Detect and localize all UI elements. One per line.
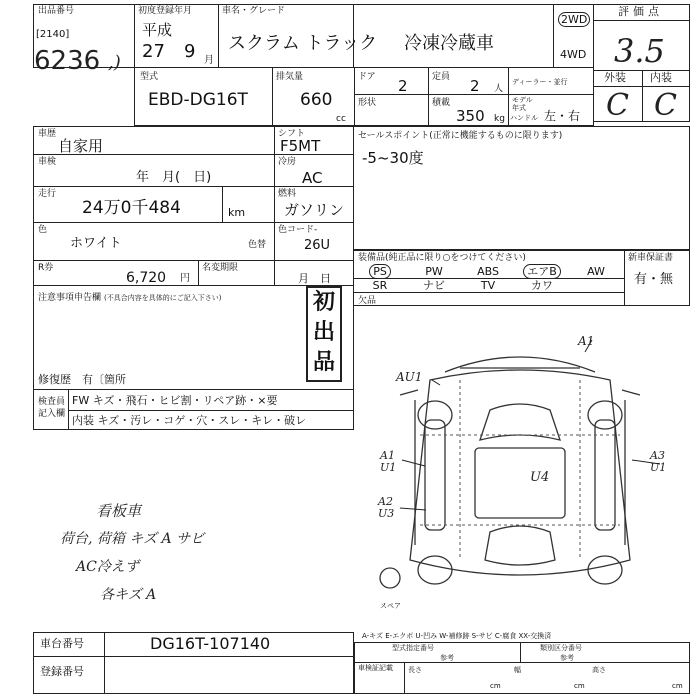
- notes-sub: (不具合内容を具体的にご記入下さい): [104, 294, 222, 302]
- shift: F5MT: [280, 137, 321, 155]
- equip-leather: カワ: [531, 279, 553, 292]
- load-unit: kg: [494, 114, 505, 124]
- color-code-label: 色コード-: [278, 225, 318, 235]
- capacity-unit: 人: [494, 84, 504, 94]
- fuel: ガソリン: [284, 201, 345, 219]
- spare-label: スペア: [380, 602, 401, 610]
- ac-label: 冷房: [278, 157, 297, 167]
- repair-history: 修復歴 有〔箇所: [38, 373, 126, 386]
- color-swap-label: 色替: [248, 240, 267, 250]
- equip-abs: ABS: [477, 265, 499, 278]
- lot-number: 6236: [34, 46, 101, 76]
- height-cm: cm: [672, 682, 683, 690]
- car-name: スクラム トラック: [228, 33, 378, 54]
- doors-label: ドア: [358, 72, 376, 82]
- shift-label: シフト: [278, 129, 306, 139]
- first-lot-stamp: 初出品: [312, 290, 335, 375]
- model: EBD-DG16T: [148, 90, 248, 110]
- inspection-label: 車検: [38, 157, 57, 167]
- mark-a3-u1: A3 U1: [650, 449, 667, 474]
- interior-grade: C: [654, 88, 677, 123]
- lot-label: 出品番号: [38, 6, 75, 16]
- grade: 冷凍冷蔵車: [404, 33, 494, 54]
- color-label: 色: [38, 225, 48, 235]
- reg-label: 初度登録年月: [138, 6, 193, 16]
- inspection: 年 月( 日): [136, 170, 212, 185]
- inspector-row2: 内装 キズ・汚レ・コゲ・穴・スレ・キレ・破レ: [72, 414, 307, 427]
- new-car: 有・無: [634, 272, 674, 287]
- equip-navi: ナビ: [423, 279, 445, 292]
- lot-code: [2140]: [36, 29, 70, 40]
- km-unit: km: [228, 206, 246, 219]
- hand-note-4: 各キズ A: [100, 587, 157, 603]
- damage-legend: A-キズ E-エクボ U-凹み W-補修跡 S-サビ C-腐食 XX-交換済: [362, 632, 552, 640]
- exterior-label: 外装: [604, 71, 626, 84]
- color: ホワイト: [70, 236, 122, 251]
- selling-label: セールスポイント(正常に機能するものに限ります): [358, 131, 563, 141]
- recycle: 6,720: [126, 270, 167, 286]
- dealer-label: ディーラー・並行: [512, 78, 568, 86]
- fuel-label: 燃料: [278, 189, 297, 199]
- hand-note-2: 荷台, 荷箱 キズ A サビ: [60, 531, 205, 547]
- name-label: 車名・グレード: [222, 6, 286, 16]
- mark-a1-u1: A1 U1: [380, 449, 397, 474]
- inspector-label: 検査員記入欄: [38, 397, 66, 419]
- drive-4wd: 4WD: [560, 48, 587, 61]
- equip-pw: PW: [425, 265, 443, 278]
- handle-label: ハンドル: [510, 114, 538, 122]
- history: 自家用: [58, 137, 104, 155]
- hand-note-3: AC冷えず: [76, 559, 139, 575]
- height-label: 高さ: [592, 666, 606, 674]
- category-label: 類別区分番号: [540, 644, 582, 652]
- mark-au1: AU1: [396, 370, 423, 384]
- selling-box: [354, 126, 690, 250]
- length-cm: cm: [490, 682, 501, 690]
- reg-number-label: 登録番号: [40, 665, 84, 678]
- displacement-label: 排気量: [276, 72, 304, 82]
- name-change-label: 名変期限: [202, 263, 239, 273]
- displacement: 660: [300, 90, 333, 110]
- new-car-label: 新車保証書: [628, 253, 674, 263]
- inspector-row1: FW キズ・飛石・ヒビ割・リペア跡・×要: [72, 394, 278, 407]
- drive-2wd: 2WD: [558, 12, 590, 27]
- model-label: 型式: [140, 72, 159, 82]
- interior-label: 内装: [650, 71, 672, 84]
- load-label: 積載: [432, 98, 451, 108]
- vehicle-diagram: [360, 320, 680, 615]
- mark-a2-u3: A2 U3: [378, 495, 395, 520]
- equip-sr: SR: [372, 279, 388, 292]
- capacity: 2: [470, 77, 480, 95]
- era: 平成: [142, 21, 173, 39]
- missing-label: 欠品: [358, 296, 377, 306]
- reg-year: 27: [142, 41, 165, 62]
- chassis-number: DG16T-107140: [150, 634, 271, 653]
- reg-month: 9: [184, 41, 196, 62]
- mark-a1-front: A1: [578, 334, 595, 348]
- shape-label: 形状: [358, 98, 377, 108]
- chassis-label: 車台番号: [40, 637, 84, 650]
- equip-ps: PS: [369, 264, 391, 279]
- cc-unit: cc: [336, 114, 346, 124]
- selling-value: -5~30度: [362, 149, 424, 167]
- doors: 2: [398, 77, 408, 95]
- name-change: 月 日: [298, 272, 331, 285]
- history-label: 車歴: [38, 129, 57, 139]
- width-label: 幅: [514, 666, 521, 674]
- load: 350: [456, 107, 485, 125]
- notes-label: 注意事項申告欄: [38, 293, 102, 303]
- color-code: 26U: [304, 238, 331, 253]
- mileage: 24万0千484: [82, 198, 181, 218]
- equip-tv: TV: [480, 279, 496, 292]
- handle: 左・右: [544, 109, 581, 123]
- ac: AC: [302, 169, 323, 187]
- mileage-label: 走行: [38, 189, 57, 199]
- model-year-label: モデル年式: [512, 96, 533, 112]
- reg-length-label: 車検証記載: [358, 664, 393, 672]
- rating-value: 3.5: [614, 32, 665, 70]
- lot-mark: ,): [108, 52, 121, 73]
- equip-airbag: エアB: [523, 264, 561, 279]
- form-spec-label: 型式指定番号: [392, 644, 434, 652]
- width-cm: cm: [574, 682, 585, 690]
- equipment-label: 装備品(純正品に限り○をつけてください): [358, 253, 526, 263]
- month-unit: 月: [204, 55, 214, 66]
- rating-label: 評価点: [618, 5, 663, 18]
- length-label: 長さ: [408, 666, 422, 674]
- exterior-grade: C: [606, 88, 629, 123]
- form-spec-ref: 参考: [440, 654, 454, 662]
- recycle-label: R券: [38, 263, 54, 273]
- recycle-unit: 円: [180, 273, 190, 284]
- capacity-label: 定員: [432, 72, 451, 82]
- category-ref: 参考: [560, 654, 574, 662]
- equip-aw: AW: [587, 265, 605, 278]
- mark-u4: U4: [530, 470, 550, 485]
- hand-note-1: 看板車: [96, 502, 142, 520]
